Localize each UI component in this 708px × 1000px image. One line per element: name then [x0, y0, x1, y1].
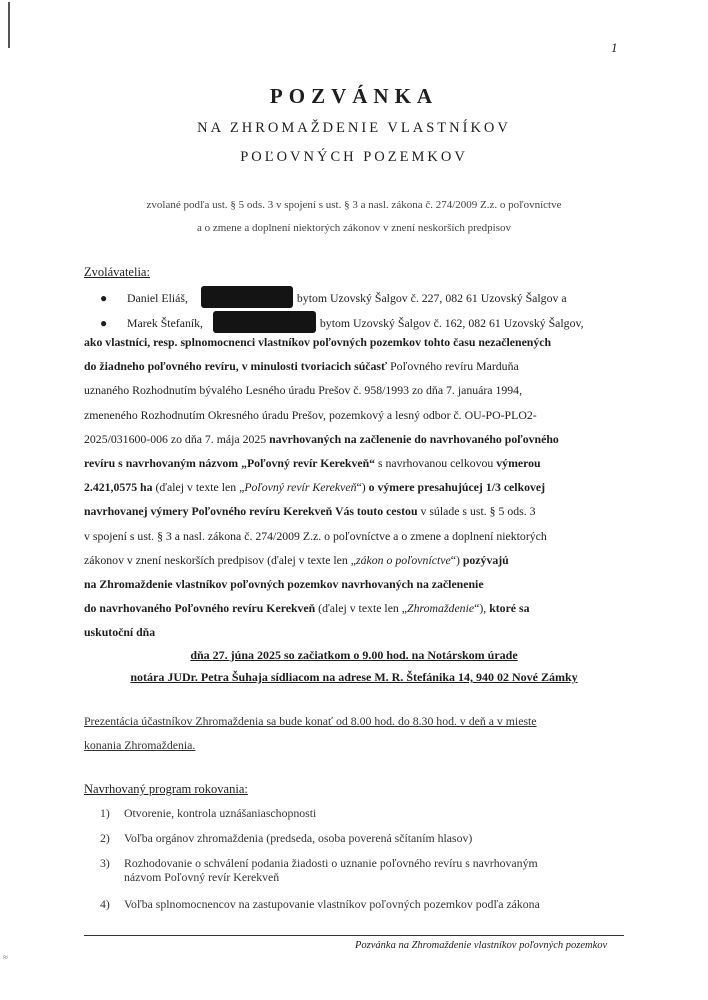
body-line: revíru s navrhovaným názvom „Poľovný revír Kerekveň“ s navrhovanou celkovou výmerou — [84, 455, 541, 470]
program-item-number: 2) — [100, 831, 110, 845]
body-line: uskutoční dňa — [84, 625, 156, 640]
registration-line-1: Prezentácia účastníkov Zhromaždenia sa bude konať od 8.00 hod. do 8.30 hod. v deň a v mieste — [84, 714, 537, 728]
margin-scratch-mark: ≈ — [3, 952, 8, 962]
program-item-text: Voľba splnomocnencov na zastupovanie vlastníkov poľovných pozemkov podľa zákona — [124, 897, 540, 911]
program-item-number: 1) — [100, 806, 110, 820]
redaction-block-1 — [201, 286, 293, 308]
program-item-continuation — [100, 870, 279, 885]
invitation-body-paragraph — [84, 330, 614, 644]
bullet-icon: ● — [100, 316, 108, 330]
body-line: 2.421,0575 ha (ďalej v texte len „Poľovný revír Kerekveň“) o výmere presahujúcej 1/3 celkovej — [84, 480, 546, 495]
convener-address-2: , bytom Uzovský Šalgov č. 162, 082 61 Uzovský Šalgov, — [314, 316, 584, 330]
document-subtitle-line-2: POĽOVNÝCH POZEMKOV — [240, 149, 468, 165]
registration-line-2: konania Zhromaždenia. — [84, 738, 196, 752]
bullet-icon: ● — [100, 291, 108, 305]
body-line: do žiadneho poľovného revíru, v minulosti tvoriacich súčasť Poľovného revíru Marduňa — [84, 359, 519, 374]
conveners-heading: Zvolávatelia: — [84, 265, 150, 279]
meeting-date-line: dňa 27. júna 2025 so začiatkom o 9.00 hod. na Notárskom úrade — [190, 648, 518, 662]
body-line: v spojení s ust. § 3 a nasl. zákona č. 274/2009 Z.z. o poľovníctve a o zmene a doplnení niektorých — [84, 528, 547, 543]
body-line: 2025/031600-006 zo dňa 7. mája 2025 navrhovaných na začlenenie do navrhovaného poľovného — [84, 431, 559, 446]
convener-name-1: Daniel Eliáš, — [127, 291, 188, 305]
program-item-number: 3) — [100, 856, 110, 870]
program-item — [100, 831, 472, 846]
body-line: ako vlastníci, resp. splnomocnenci vlastníkov poľovných pozemkov tohto času nezačlenených — [84, 335, 552, 349]
convener-address-1: , bytom Uzovský Šalgov č. 227, 082 61 Uzovský Šalgov a — [291, 291, 567, 305]
program-heading: Navrhovaný program rokovania: — [84, 782, 248, 796]
body-line: navrhovanej výmery Poľovného revíru Kerekveň Vás touto cestou v súlade s ust. § 5 ods. 3 — [84, 504, 536, 519]
program-item — [100, 806, 316, 821]
body-line: zmeneného Rozhodnutím Okresného úradu Prešov, pozemkový a lesný odbor č. OU-PO-PLO2- — [84, 407, 537, 422]
program-item-number: 4) — [100, 897, 110, 911]
program-item — [100, 856, 538, 871]
legal-basis-line-2: a o zmene a doplnení niektorých zákonov v znení neskorších predpisov — [196, 222, 511, 234]
footer-divider — [84, 935, 624, 936]
scan-margin-mark — [8, 2, 10, 48]
page-number: 1 — [611, 40, 618, 55]
page-footer: Pozvánka na Zhromaždenie vlastníkov poľovných pozemkov — [355, 940, 608, 951]
program-item-text: názvom Poľovný revír Kerekveň — [124, 870, 280, 884]
legal-basis-line-1: zvolané podľa ust. § 5 ods. 3 v spojení s ust. § 3 a nasl. zákona č. 274/2009 Z.z. o poľovníctve — [146, 199, 562, 211]
program-item — [100, 897, 540, 912]
body-line: zákonov v znení neskorších predpisov (ďalej v texte len „zákon o poľovníctve“) pozývajú — [84, 552, 509, 567]
convener-name-2: Marek Štefaník, — [127, 316, 204, 330]
document-title: POZVÁNKA — [269, 84, 439, 108]
document-subtitle-line-1: NA ZHROMAŽDENIE VLASTNÍKOV — [197, 120, 511, 136]
meeting-place-line: notára JUDr. Petra Šuhaja sídliacom na adrese M. R. Štefánika 14, 940 02 Nové Zámky — [130, 670, 578, 684]
body-line: uznaného Rozhodnutím bývalého Lesného úradu Prešov č. 958/1993 zo dňa 7. januára 1994, — [84, 383, 523, 398]
program-item-text: Otvorenie, kontrola uznášaniaschopnosti — [124, 806, 317, 820]
program-item-text: Rozhodovanie o schválení podania žiadosti o uznanie poľovného revíru s navrhovaným — [124, 856, 538, 870]
program-item-text: Voľba orgánov zhromaždenia (predseda, osoba poverená sčítaním hlasov) — [124, 831, 473, 845]
body-line: do navrhovaného Poľovného revíru Kerekveň (ďalej v texte len „Zhromaždenie“), ktoré sa — [84, 601, 530, 616]
body-line: na Zhromaždenie vlastníkov poľovných pozemkov navrhovaných na začlenenie — [84, 576, 484, 591]
